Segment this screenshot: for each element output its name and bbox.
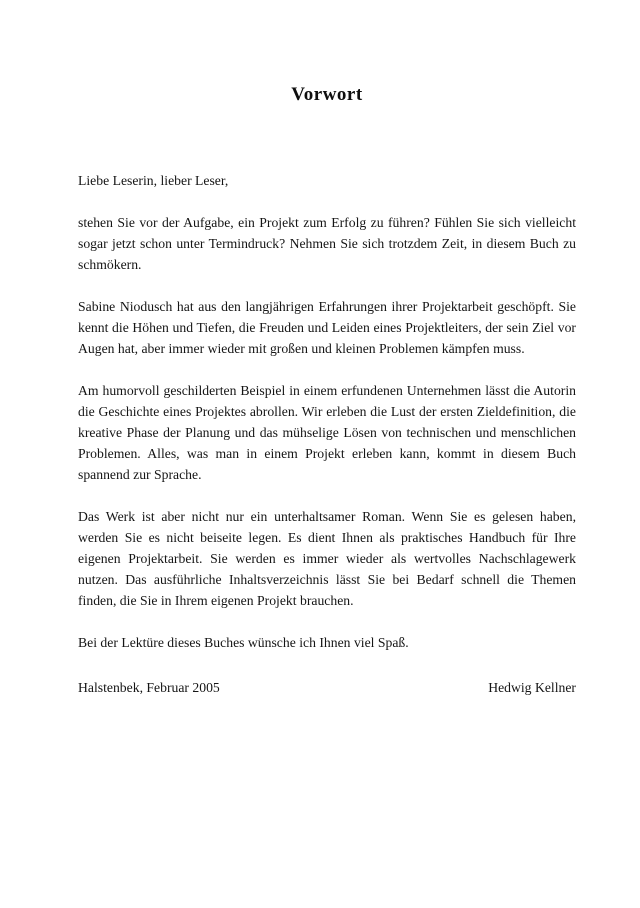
paragraph-4: Das Werk ist aber nicht nur ein unterhaltsamer Roman. Wenn Sie es gelesen haben, werden Sie es nicht beiseite legen. Es dient Ihnen als praktisches Handbuch für Ihre eigenen Projektarbeit. Sie werden es immer wieder als wertvolles Nachschlagewerk nutzen. Das ausführliche Inhaltsverzeichnis lässt Sie bei Bedarf schnell die Themen finden, die Sie in Ihrem eigenen Projekt brauchen.	[78, 509, 576, 608]
signature-place-date: Halstenbek, Februar 2005	[78, 680, 220, 695]
paragraph-3: Am humorvoll geschilderten Beispiel in einem erfundenen Unternehmen lässt die Autorin die Geschichte eines Projektes abrollen. Wir erleben die Lust der ersten Zieldefinition, die kreative Phase der Planung und das mühselige Lösen von technischen und menschlichen Problemen. Alles, was man in einem Projekt erleben kann, kommt in diesem Buch spannend zur Sprache.	[78, 383, 576, 482]
page-title: Vorwort	[291, 84, 363, 105]
signature-row	[78, 677, 576, 698]
salutation: Liebe Leserin, lieber Leser,	[78, 173, 229, 188]
signature-author: Hedwig Kellner	[488, 680, 576, 695]
paragraph-2: Sabine Niodusch hat aus den langjährigen Erfahrungen ihrer Projektarbeit geschöpft. Sie kennt die Höhen und Tiefen, die Freuden und Leiden eines Projektleiters, der sein Ziel vor Augen hat, aber immer wieder mit großen und kleinen Problemen kämpfen muss.	[78, 299, 576, 356]
paragraph-5: Bei der Lektüre dieses Buches wünsche ich Ihnen viel Spaß.	[78, 635, 409, 650]
paragraph-1: stehen Sie vor der Aufgabe, ein Projekt zum Erfolg zu führen? Fühlen Sie sich vielleicht sogar jetzt schon unter Termindruck? Nehmen Sie sich trotzdem Zeit, in diesem Buch zu schmökern.	[78, 215, 576, 272]
